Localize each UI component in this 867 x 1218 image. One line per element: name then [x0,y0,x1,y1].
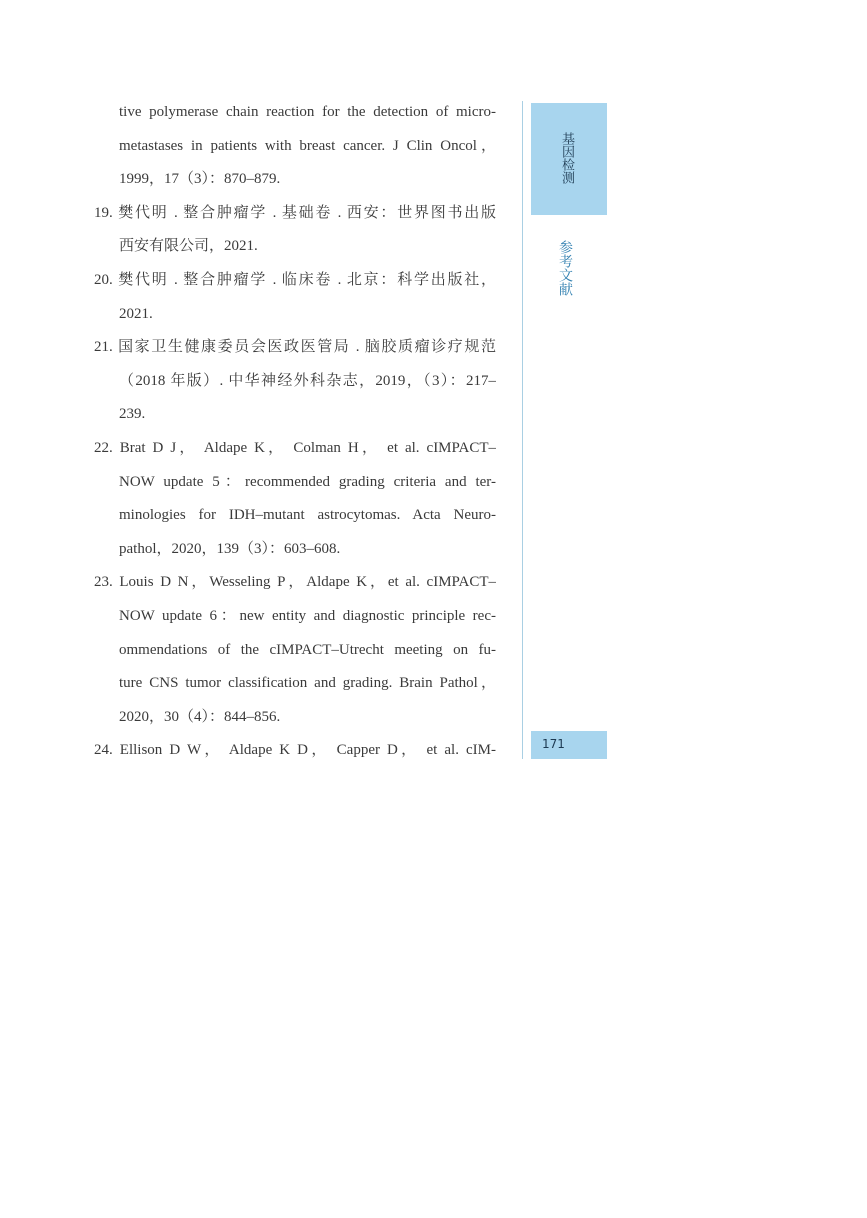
reference-19: 19. 樊代明 . 整合肿瘤学 . 基础卷 . 西安：世界图书出版 [94,205,496,221]
reference-23: 23. Louis D N，Wesseling P，Aldape K，et al. cIMPACT– [94,574,496,590]
reference-line: tive polymerase chain reaction for the detection of micro- [119,104,496,120]
reference-line: ommendations of the cIMPACT–Utrecht meeting on fu- [119,642,496,658]
reference-line: minologies for IDH–mutant astrocytomas. Acta Neuro- [119,507,496,523]
page-number: 171 [542,737,565,751]
reference-21: 21. 国家卫生健康委员会医政医管局 . 脑胶质瘤诊疗规范 [94,339,496,355]
reference-line: 1999，17（3）：870–879. [119,171,281,187]
reference-22: 22. Brat D J， Aldape K， Colman H， et al. cIMPACT– [94,440,496,456]
chapter-tab [531,103,607,215]
reference-line: （2018 年版）. 中华神经外科杂志，2019，（3）：217– [119,373,496,389]
reference-line: NOW update 6：new entity and diagnostic principle rec- [119,608,496,624]
reference-line: ture CNS tumor classification and grading. Brain Pathol， [119,675,496,691]
reference-line: 西安有限公司，2021. [119,238,258,254]
reference-line: 2021. [119,306,153,322]
reference-line: pathol，2020，139（3）：603–608. [119,541,341,557]
reference-20: 20. 樊代明 . 整合肿瘤学 . 临床卷 . 北京：科学出版社， [94,272,496,288]
reference-line: 239. [119,406,146,422]
chapter-title: 基因检测 [559,132,574,184]
section-title: 参考文献 [557,240,573,296]
margin-rule [522,101,523,759]
page-number-tab [531,731,607,759]
reference-line: NOW update 5：recommended grading criteria and ter- [119,474,496,490]
reference-line: 2020，30（4）：844–856. [119,709,281,725]
reference-24: 24. Ellison D W， Aldape K D， Capper D， et al. cIM- [94,742,496,758]
reference-line: metastases in patients with breast cancer. J Clin Oncol， [119,138,496,154]
